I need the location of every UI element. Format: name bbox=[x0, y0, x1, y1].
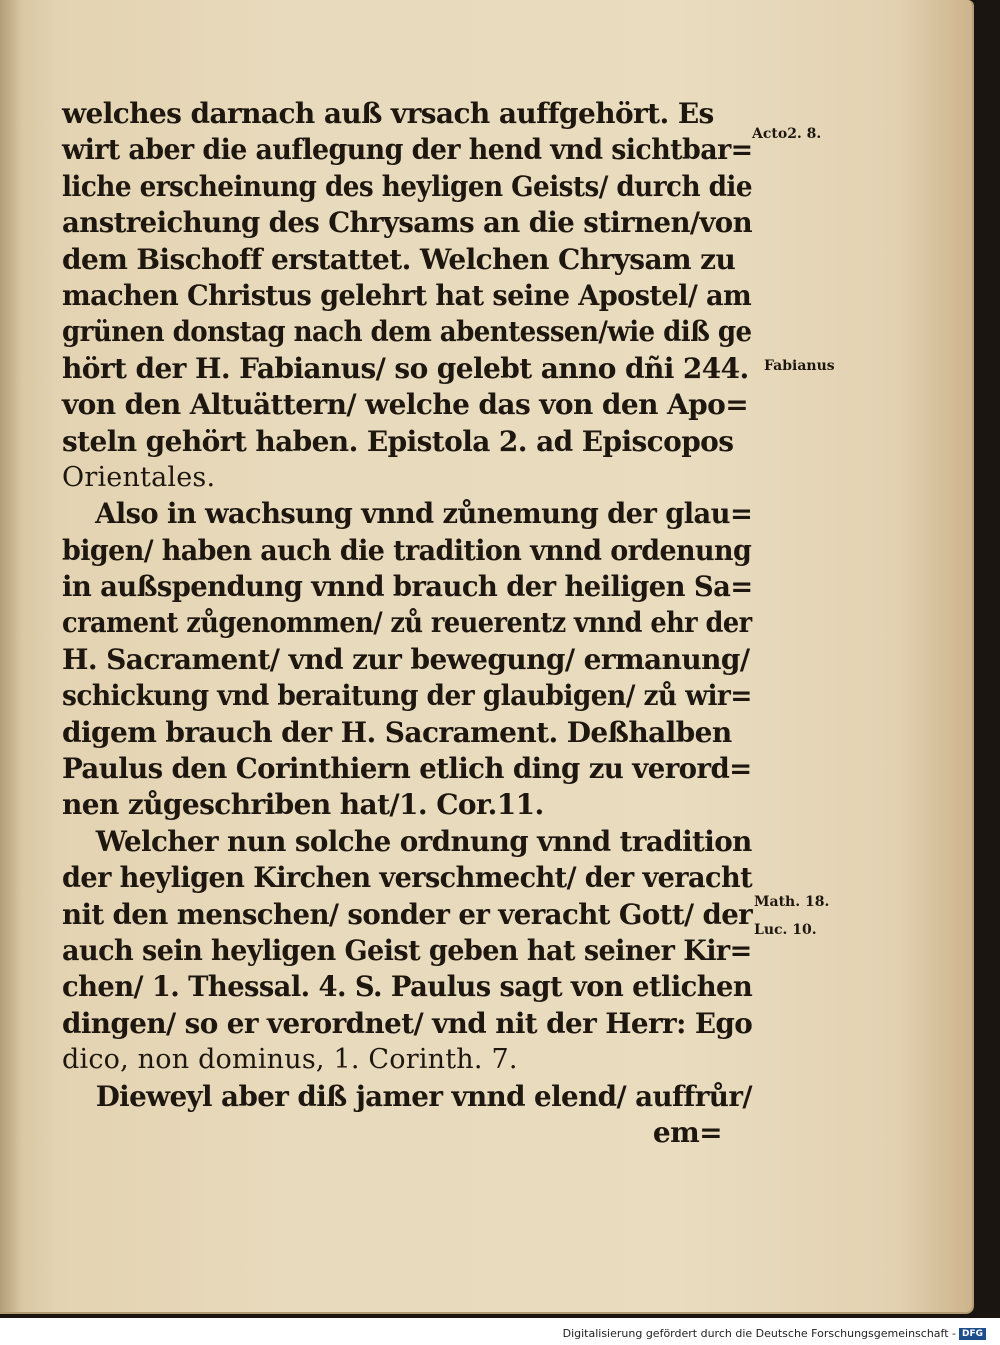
text-line: Welcher nun solche ordnung vnnd tradition bbox=[95, 824, 752, 858]
text-line: nit den menschen/ sonder er veracht Gott/ der bbox=[62, 897, 753, 931]
text-line: Orientales. bbox=[62, 461, 216, 493]
text-line: bigen/ haben auch die tradition vnnd ordenung bbox=[62, 533, 752, 567]
text-line: wirt aber die auflegung der hend vnd sichtbar= bbox=[62, 133, 753, 167]
text-line: digem brauch der H. Sacrament. Deßhalben bbox=[62, 715, 732, 749]
text-line: schickung vnd beraitung der glaubigen/ zů wir= bbox=[62, 679, 752, 713]
margin-note-acto: Acto2. 8. bbox=[752, 126, 822, 142]
text-line: dingen/ so er verordnet/ vnd nit der Herr: Ego bbox=[62, 1006, 753, 1040]
text-line: dico, non dominus, 1. Corinth. 7. bbox=[62, 1044, 518, 1076]
margin-note-math: Math. 18. bbox=[754, 894, 830, 910]
text-line: Dieweyl aber diß jamer vnnd elend/ auffrůr/ bbox=[95, 1079, 752, 1113]
text-line: anstreichung des Chrysams an die stirnen/von bbox=[62, 206, 753, 240]
text-line: Paulus den Corinthiern etlich ding zu verord= bbox=[62, 752, 752, 786]
text-line: hört der H. Fabianus/ so gelebt anno dñi 244. bbox=[62, 351, 749, 385]
text-line: steln gehört haben. Epistola 2. ad Episcopos bbox=[62, 424, 734, 458]
text-line: der heyligen Kirchen verschmecht/ der veracht bbox=[62, 861, 753, 895]
text-line: nen zůgeschriben hat/1. Cor.11. bbox=[62, 788, 544, 822]
text-line: machen Christus gelehrt hat seine Apostel/ am bbox=[62, 278, 752, 312]
text-line: grünen donstag nach dem abentessen/wie diß ge bbox=[62, 315, 752, 349]
text-line: em= bbox=[652, 1115, 722, 1149]
text-line: H. Sacrament/ vnd zur bewegung/ ermanung/ bbox=[62, 642, 750, 676]
text-line: in außspendung vnnd brauch der heiligen Sa= bbox=[62, 570, 753, 604]
digitization-credit bbox=[563, 1327, 986, 1340]
text-line: liche erscheinung des heyligen Geists/ durch die bbox=[62, 169, 753, 203]
margin-note-fabianus: Fabianus bbox=[764, 358, 835, 374]
dfg-logo: DFG bbox=[959, 1328, 986, 1340]
text-line: crament zůgenommen/ zů reuerentz vnnd ehr der bbox=[62, 606, 752, 640]
text-line: auch sein heyligen Geist geben hat seiner Kir= bbox=[62, 933, 752, 967]
footer-text: Digitalisierung gefördert durch die Deutsche Forschungsgemeinschaft - bbox=[562, 1327, 956, 1340]
text-line: von den Altuättern/ welche das von den Apo= bbox=[62, 388, 749, 422]
margin-note-luc: Luc. 10. bbox=[754, 922, 817, 938]
page-gutter-shadow bbox=[0, 0, 22, 1312]
text-line: welches darnach auß vrsach auffgehört. Es bbox=[62, 97, 714, 130]
text-line: Also in wachsung vnnd zůnemung der glau= bbox=[95, 497, 753, 531]
body-text bbox=[62, 96, 752, 1151]
text-line: dem Bischoff erstattet. Welchen Chrysam zu bbox=[62, 242, 736, 276]
text-line: chen/ 1. Thessal. 4. S. Paulus sagt von etlichen bbox=[62, 970, 753, 1004]
